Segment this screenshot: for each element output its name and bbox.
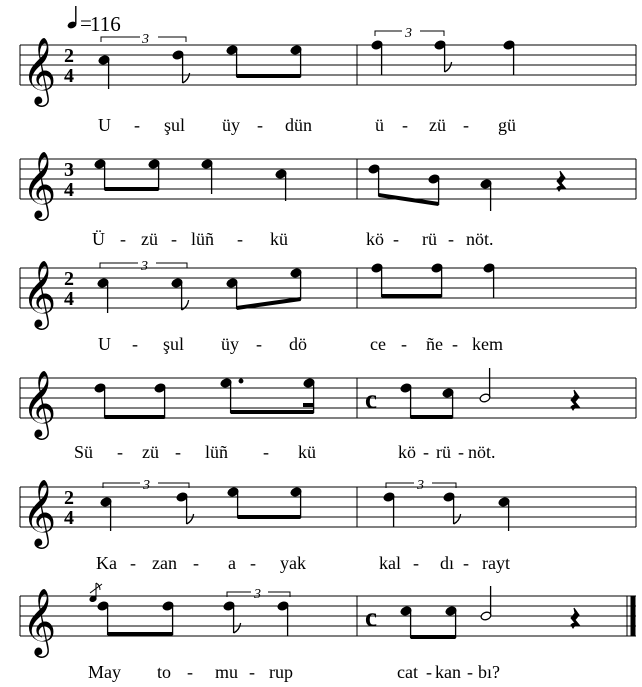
staff-lines	[20, 45, 636, 85]
lyric-syllable: Sü	[74, 442, 94, 462]
lyrics	[92, 229, 494, 249]
lyric-syllable: zü	[142, 442, 159, 462]
system-2	[20, 150, 636, 249]
lyric-hyphen: -	[448, 229, 454, 249]
lyric-syllable: dı	[440, 553, 455, 573]
time-sig-bottom: 4	[64, 288, 74, 310]
staff-lines	[20, 378, 636, 418]
notes	[94, 159, 566, 211]
time-sig-bottom: 4	[64, 507, 74, 529]
lyric-hyphen: -	[413, 553, 419, 573]
lyric-syllable: gü	[498, 115, 516, 135]
lyrics	[98, 115, 516, 135]
lyric-syllable: nöt.	[468, 442, 496, 462]
lyric-syllable: May	[88, 662, 121, 682]
treble-clef-icon: 𝄞	[22, 478, 57, 546]
lyric-hyphen: -	[132, 334, 138, 354]
lyric-syllable: rü	[436, 442, 451, 462]
lyric-hyphen: -	[452, 334, 458, 354]
staff-lines	[20, 268, 636, 308]
lyric-hyphen: -	[423, 442, 429, 462]
lyric-syllable: üy	[221, 334, 239, 354]
lyric-hyphen: -	[401, 334, 407, 354]
lyric-syllable: kem	[472, 334, 503, 354]
lyric-hyphen: -	[134, 115, 140, 135]
triplet-label: 3	[142, 32, 149, 47]
lyric-hyphen: -	[171, 229, 177, 249]
system-5	[20, 478, 636, 573]
lyric-hyphen: -	[402, 115, 408, 135]
lyric-syllable: rup	[269, 662, 293, 682]
lyric-syllable: bı?	[478, 662, 500, 682]
staff-lines	[20, 596, 636, 636]
lyric-syllable: zü	[141, 229, 158, 249]
tempo-bpm: 116	[90, 12, 121, 36]
lyric-syllable: zan	[152, 553, 177, 573]
lyric-syllable: lüñ	[191, 229, 215, 249]
lyric-syllable: a	[228, 553, 236, 573]
staff-lines	[20, 159, 636, 199]
lyric-hyphen: -	[193, 553, 199, 573]
lyric-syllable: üy	[222, 115, 240, 135]
lyric-syllable: Ü	[92, 229, 105, 249]
notes	[89, 583, 580, 638]
time-sig-bottom: 4	[64, 65, 74, 87]
time-sig-top: 2	[64, 487, 74, 509]
lyric-hyphen: -	[117, 442, 123, 462]
lyric-syllable: lüñ	[205, 442, 229, 462]
lyric-syllable: dün	[285, 115, 312, 135]
system-1	[20, 26, 636, 135]
lyric-syllable: kan	[435, 662, 461, 682]
lyric-hyphen: -	[263, 442, 269, 462]
notes	[100, 487, 510, 531]
lyric-hyphen: -	[237, 229, 243, 249]
lyric-syllable: rü	[422, 229, 437, 249]
lyric-syllable: U	[98, 334, 111, 354]
lyric-hyphen: -	[175, 442, 181, 462]
lyric-hyphen: -	[256, 334, 262, 354]
lyric-hyphen: -	[120, 229, 126, 249]
triplet-label: 3	[254, 587, 261, 602]
lyric-syllable: kal	[379, 553, 401, 573]
lyric-syllable: kö	[366, 229, 384, 249]
treble-clef-icon: 𝄞	[22, 259, 57, 327]
system-4	[20, 368, 636, 462]
lyric-syllable: dö	[289, 334, 307, 354]
lyric-syllable: şul	[163, 334, 185, 354]
time-sig-top: 2	[64, 268, 74, 290]
system-6	[20, 583, 636, 682]
lyric-syllable: ñe	[426, 334, 443, 354]
treble-clef-icon: 𝄞	[22, 587, 57, 655]
lyric-syllable: kü	[270, 229, 288, 249]
lyric-hyphen: -	[249, 662, 255, 682]
notes	[98, 40, 518, 89]
lyric-syllable: Ka	[96, 553, 117, 573]
triplet-label: 3	[143, 478, 150, 493]
lyric-syllable: ü	[375, 115, 384, 135]
lyric-syllable: kü	[298, 442, 316, 462]
tempo-equals: =	[80, 11, 92, 35]
lyric-hyphen: -	[250, 553, 256, 573]
tempo-marking	[67, 6, 121, 36]
lyric-hyphen: -	[463, 553, 469, 573]
grace-note-icon	[89, 583, 102, 602]
lyric-syllable: nöt.	[466, 229, 494, 249]
lyrics	[96, 553, 510, 573]
lyric-hyphen: -	[426, 662, 432, 682]
common-time-icon: c	[365, 384, 377, 414]
lyric-hyphen: -	[458, 442, 464, 462]
lyric-syllable: zü	[429, 115, 446, 135]
lyric-syllable: rayt	[482, 553, 510, 573]
lyric-hyphen: -	[467, 662, 473, 682]
lyrics	[74, 442, 496, 462]
staff-lines	[20, 487, 636, 527]
lyric-syllable: U	[98, 115, 111, 135]
treble-clef-icon: 𝄞	[22, 36, 57, 104]
time-sig-top: 3	[64, 159, 74, 181]
lyric-hyphen: -	[187, 662, 193, 682]
lyric-syllable: yak	[280, 553, 306, 573]
lyric-syllable: to	[157, 662, 172, 682]
common-time-icon: c	[365, 602, 377, 632]
triplet-label: 3	[405, 26, 412, 41]
lyric-hyphen: -	[393, 229, 399, 249]
notes	[94, 368, 580, 418]
lyric-hyphen: -	[130, 553, 136, 573]
lyrics	[88, 662, 500, 682]
system-3	[20, 259, 636, 354]
treble-clef-icon: 𝄞	[22, 369, 57, 437]
lyric-syllable: ce	[370, 334, 386, 354]
treble-clef-icon: 𝄞	[22, 150, 57, 218]
lyric-syllable: şul	[164, 115, 186, 135]
lyric-syllable: cat	[397, 662, 418, 682]
lyrics	[98, 334, 503, 354]
triplet-label: 3	[417, 478, 424, 493]
lyric-hyphen: -	[463, 115, 469, 135]
lyric-syllable: mu	[215, 662, 239, 682]
triplet-label: 3	[141, 259, 148, 274]
time-sig-top: 2	[64, 45, 74, 67]
lyric-syllable: kö	[398, 442, 416, 462]
time-sig-bottom: 4	[64, 179, 74, 201]
lyric-hyphen: -	[257, 115, 263, 135]
